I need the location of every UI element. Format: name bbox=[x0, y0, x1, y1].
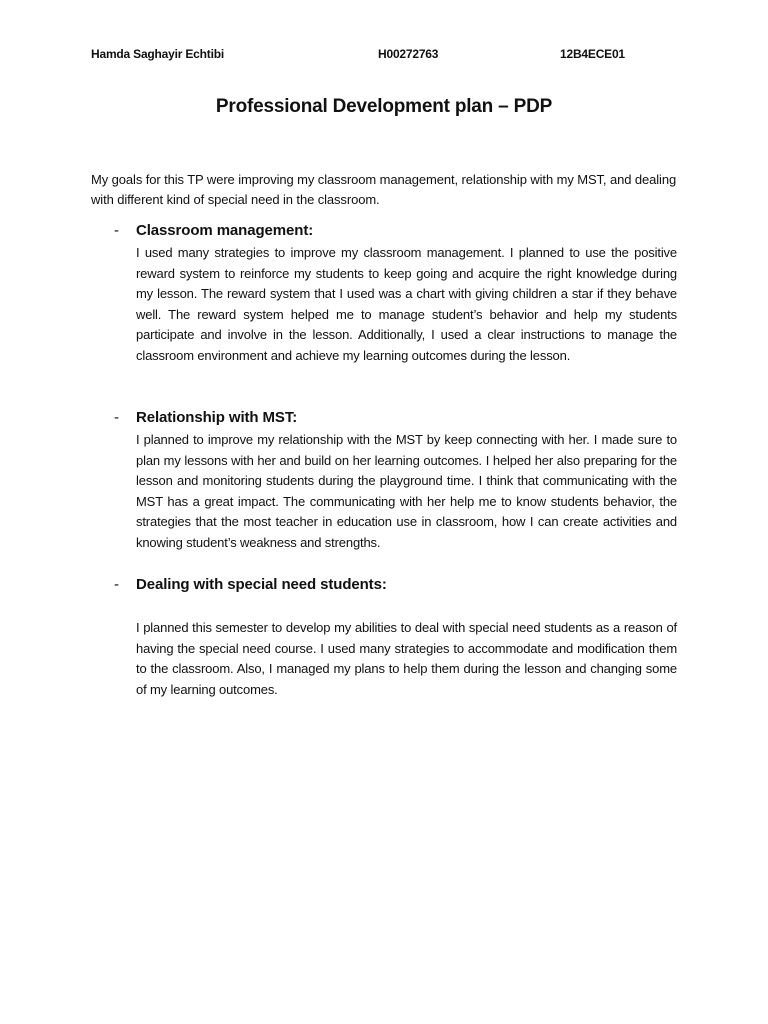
section-body: I planned to improve my relationship with the MST by keep connecting with her. I made sure to plan my lessons with her and build on her learning outcomes. I helped her also preparing for the lesson and monitoring students during the playground time. I think that communicating with the MST has a great impact. The communicating with her help me to know students behavior, the strategies that the most teacher in education use in classroom, how I can create activities and knowing student’s weakness and strengths. bbox=[136, 432, 677, 550]
bullet-dash: - bbox=[114, 222, 119, 239]
document-header bbox=[91, 47, 677, 65]
author-name: Hamda Saghayir Echtibi bbox=[91, 47, 224, 61]
section-heading: Classroom management: bbox=[136, 222, 314, 239]
section-body: I used many strategies to improve my classroom management. I planned to use the positive reward system to reinforce my students to keep going and acquire the right knowledge during my lesson. The reward system that I used was a chart with giving children a star if they behave well. The reward system helped me to manage student’s behavior and help my students participate and involve in the lesson. Additionally, I used a clear instructions to manage the classroom environment and achieve my learning outcomes during the lesson. bbox=[136, 245, 677, 363]
student-id: H00272763 bbox=[378, 47, 439, 61]
course-code: 12B4ECE01 bbox=[560, 47, 625, 61]
bullet-dash: - bbox=[114, 409, 119, 426]
intro-paragraph: My goals for this TP were improving my classroom management, relationship with my MST, and dealing with different kind of special need in the classroom. bbox=[91, 172, 677, 207]
section-body: I planned this semester to develop my abilities to deal with special need students as a reason of having the special need course. I used many strategies to accommodate and modification them to the classroom. Also, I managed my plans to help them during the lesson and changing some of my learning outcomes. bbox=[136, 620, 677, 697]
section-heading: Relationship with MST: bbox=[136, 409, 298, 426]
bullet-dash: - bbox=[114, 576, 119, 593]
page-title: Professional Development plan – PDP bbox=[215, 96, 553, 117]
section-heading: Dealing with special need students: bbox=[136, 576, 387, 593]
